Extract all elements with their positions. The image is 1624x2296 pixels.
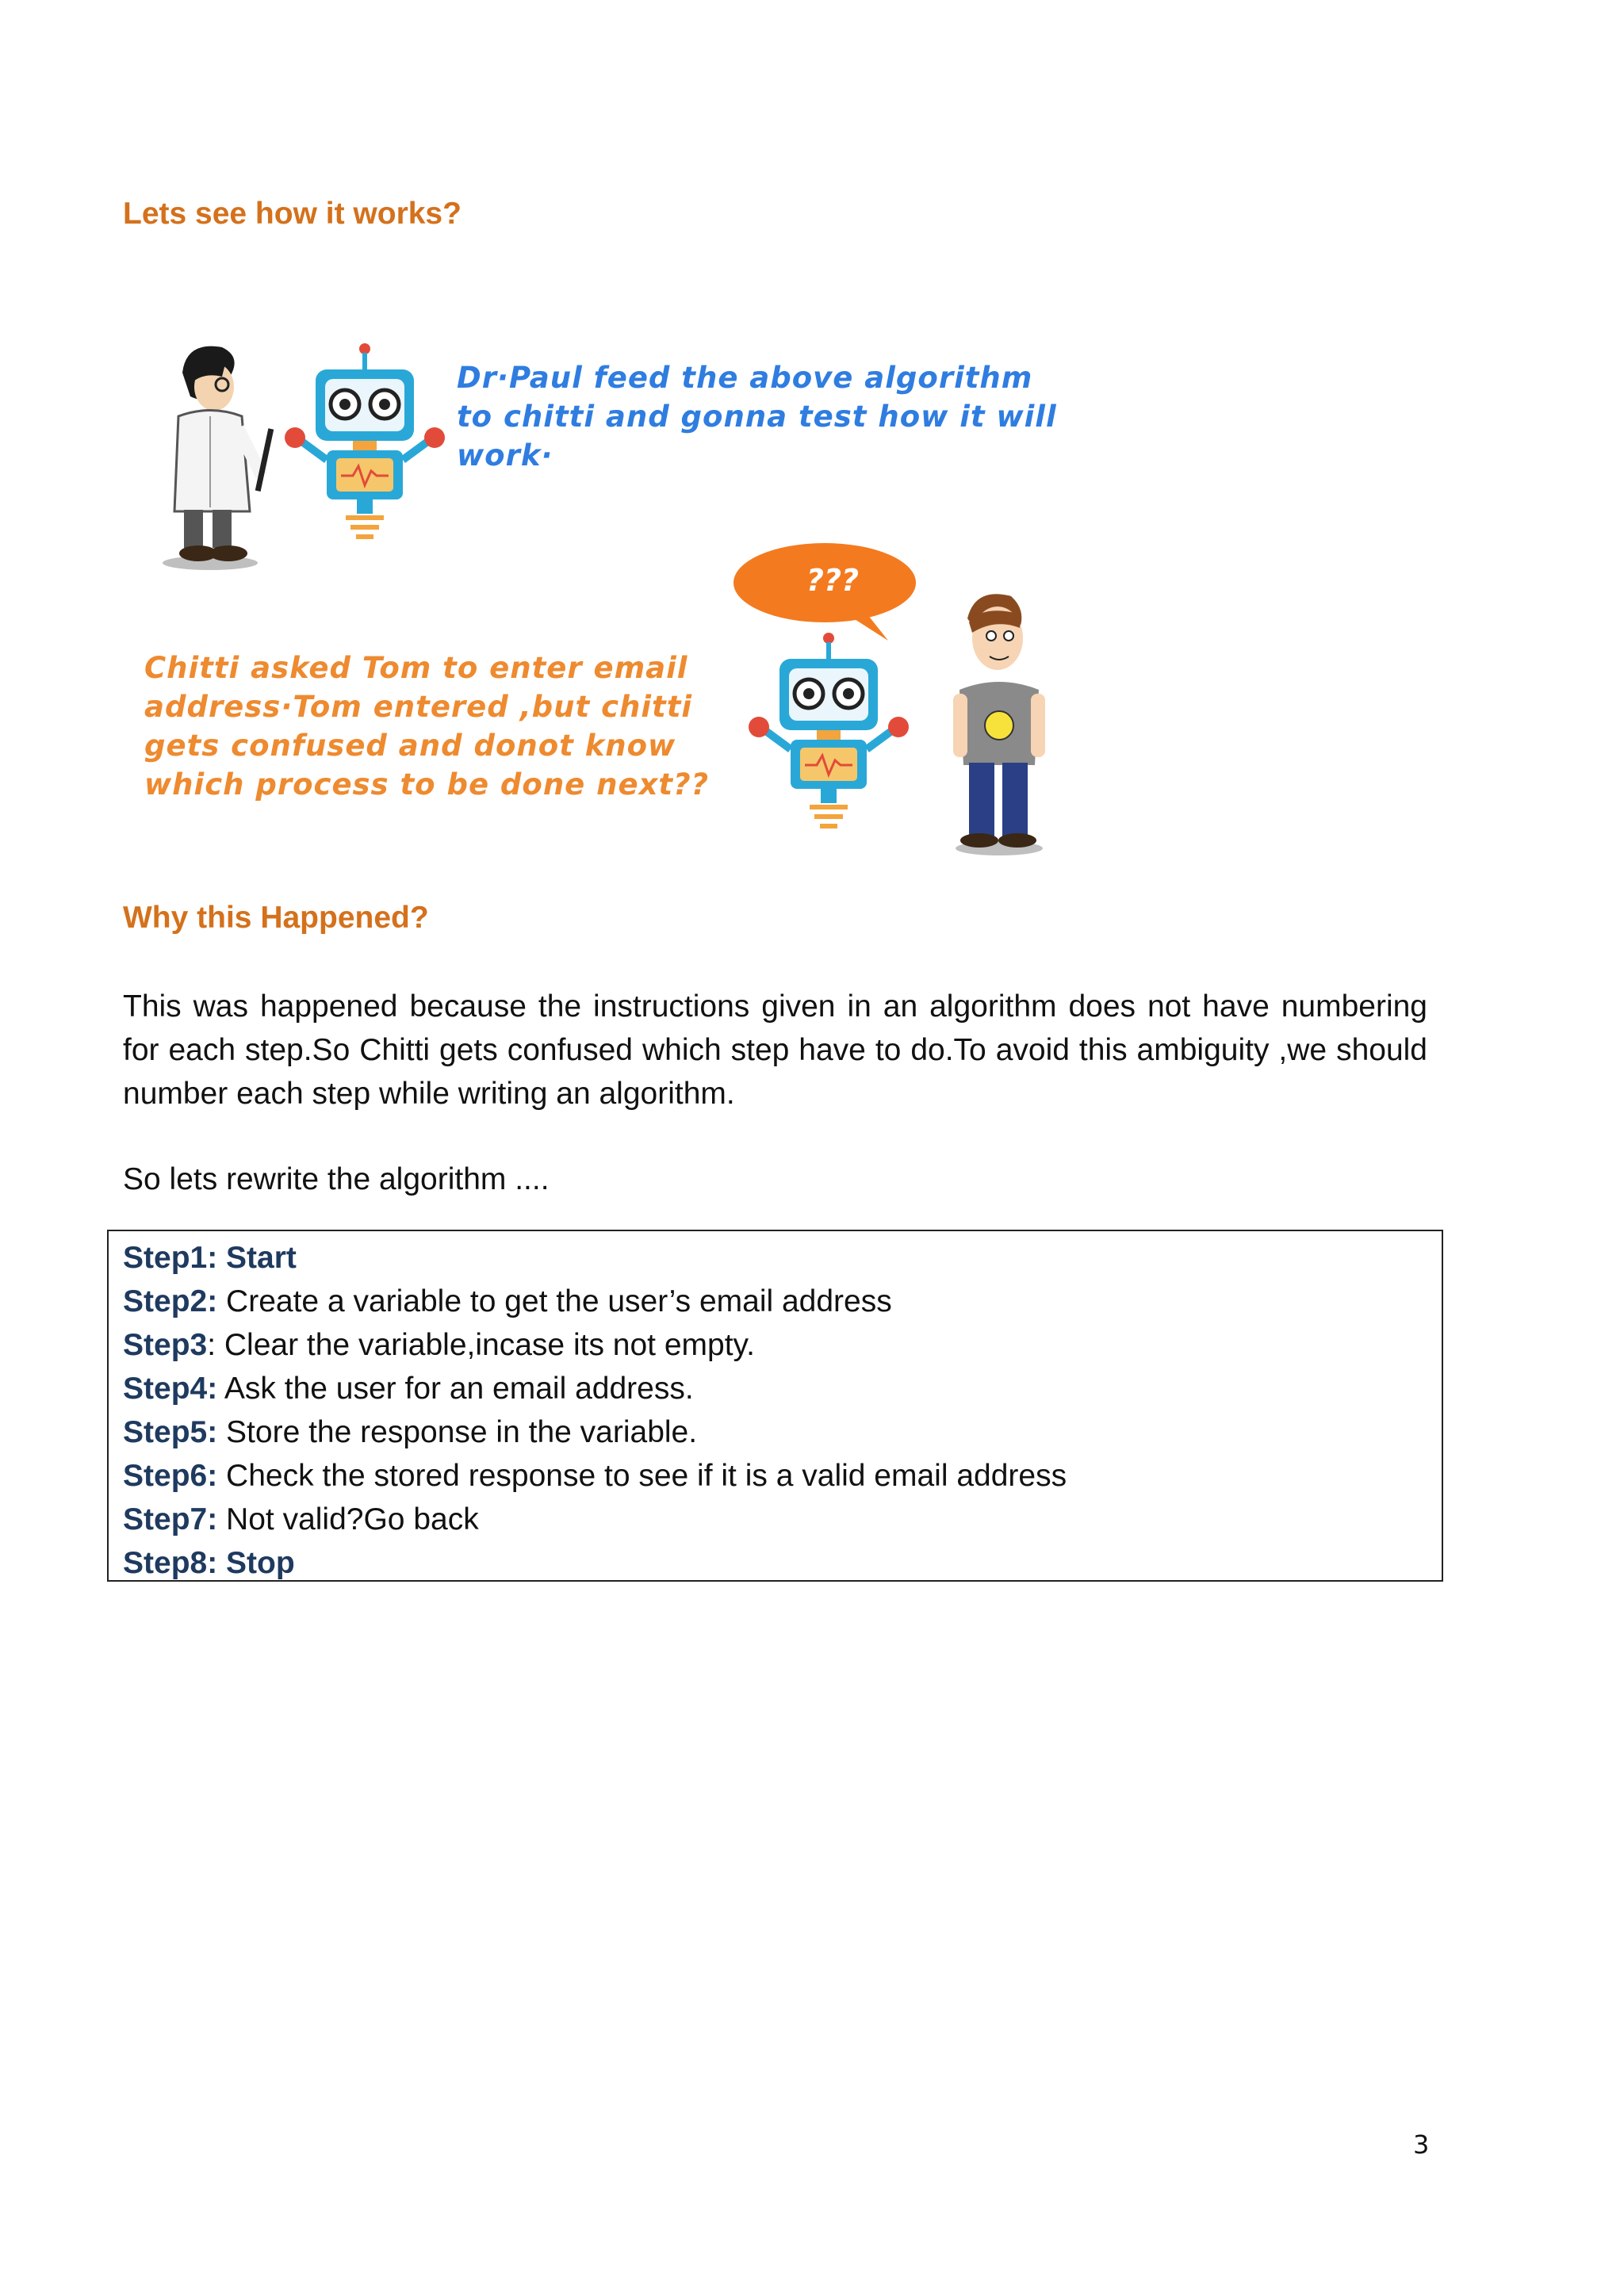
section-heading-how-it-works: Lets see how it works? xyxy=(123,197,462,231)
algorithm-step xyxy=(123,1454,1442,1498)
robot-chitti-1 xyxy=(278,341,452,547)
tom-figure xyxy=(936,587,1063,856)
algorithm-box xyxy=(107,1230,1443,1582)
step-text: Store the response in the variable. xyxy=(226,1415,698,1449)
algorithm-step xyxy=(123,1498,1442,1541)
rewrite-intro: So lets rewrite the algorithm .... xyxy=(123,1162,550,1196)
page-number: 3 xyxy=(1413,2130,1430,2160)
step-text: Create a variable to get the user’s email address xyxy=(226,1284,892,1318)
step-text: Start xyxy=(226,1241,297,1275)
step-label: Step7: xyxy=(123,1502,218,1536)
step-label: Step4: xyxy=(123,1372,218,1406)
algorithm-step xyxy=(123,1367,1442,1410)
explanation-paragraph: This was happened because the instructions given in an algorithm does not have numbering for each step.So Chitti gets confused which step have to do.To avoid this ambiguity ,we should number each step while writing an algorithm. xyxy=(123,989,1427,1111)
algorithm-step xyxy=(123,1280,1442,1323)
step-text: Not valid?Go back xyxy=(226,1502,479,1536)
comic-illustration xyxy=(127,317,1078,872)
step-label: Step3 xyxy=(123,1328,208,1362)
algorithm-step xyxy=(123,1410,1442,1454)
algorithm-step xyxy=(123,1541,1442,1585)
step-label: Step1: xyxy=(123,1241,218,1275)
step-text: Check the stored response to see if it is a valid email address xyxy=(226,1459,1067,1493)
section-heading-why-happened: Why this Happened? xyxy=(123,901,429,935)
step-label: Step5: xyxy=(123,1415,218,1449)
step-text: Ask the user for an email address. xyxy=(224,1372,694,1406)
speech-bubble-text: ??? xyxy=(806,563,860,598)
scientist-figure xyxy=(151,341,293,571)
step-text: : Clear the variable,incase its not empty. xyxy=(207,1328,755,1362)
robot-chitti-2 xyxy=(741,630,916,836)
algorithm-step xyxy=(123,1236,1442,1280)
caption-dr-paul: Dr·Paul feed the above algorithm to chitti and gonna test how it will work· xyxy=(457,361,1057,473)
algorithm-step xyxy=(123,1323,1442,1367)
caption-tom-confused: Chitti asked Tom to enter email address·Tom entered ,but chitti gets confused and donot know which process to be done next?? xyxy=(144,651,710,802)
step-label: Step6: xyxy=(123,1459,218,1493)
step-text: Stop xyxy=(226,1546,295,1580)
step-label: Step8: xyxy=(123,1546,218,1580)
step-label: Step2: xyxy=(123,1284,218,1318)
